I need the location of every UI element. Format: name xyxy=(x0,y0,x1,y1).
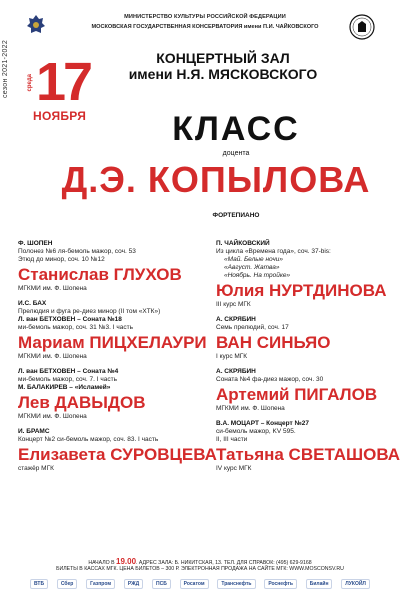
conservatory-logo-icon xyxy=(349,14,375,40)
work-line: Концерт №2 си-бемоль мажор, соч. 83. I часть xyxy=(18,436,159,443)
composer-line: П. ЧАЙКОВСКИЙ xyxy=(216,240,270,247)
composer-line: Л. ван БЕТХОВЕН – Соната №4 xyxy=(18,368,119,375)
program-left-column xyxy=(18,240,217,480)
performer-affiliation: стажёр МГК xyxy=(18,465,54,472)
sponsor-logo: Газпром xyxy=(86,579,115,589)
sponsor-logo: Росатом xyxy=(180,579,209,589)
program-item xyxy=(18,300,207,361)
composer-line: М. БАЛАКИРЕВ – «Исламей» xyxy=(18,384,111,391)
program-item xyxy=(18,368,198,421)
sponsor-logo: ПСБ xyxy=(152,579,171,589)
work-line: Соната №4 фа-диез мажор, соч. 30 xyxy=(216,376,324,383)
program-item xyxy=(216,240,396,309)
date-month: НОЯБРЯ xyxy=(33,109,87,123)
sponsor-logo: Билайн xyxy=(306,579,333,589)
ministry-emblem-icon xyxy=(26,14,46,36)
performer-affiliation: МГКМИ им. Ф. Шопена xyxy=(18,285,87,292)
composer-line: А. СКРЯБИН xyxy=(216,316,256,323)
footer-start-prefix: НАЧАЛО В xyxy=(88,560,115,566)
sponsor-logo: ЛУКОЙЛ xyxy=(341,579,370,589)
footer-address: . АДРЕС ЗАЛА: Б. НИКИТСКАЯ, 13. ТЕЛ. ДЛЯ СПРАВОК: (495) 629-9168 xyxy=(136,560,312,566)
date-day: 17 xyxy=(36,52,91,112)
work-line: Полонез №6 ля-бемоль мажор, соч. 53 xyxy=(18,248,136,255)
composer-line: Л. ван БЕТХОВЕН – Соната №18 xyxy=(18,316,122,323)
work-line: Прелюдия и фуга ре-диез минор (II том «ХТК») xyxy=(18,308,161,315)
program-item xyxy=(18,428,217,473)
work-line: «Май. Белые ночи» xyxy=(224,256,283,263)
performer-name: Татьяна СВЕТАШОВА xyxy=(216,445,400,464)
work-line: си-бемоль мажор, KV 595. xyxy=(216,428,296,435)
performer-name: Юлия НУРТДИНОВА xyxy=(216,281,387,300)
hall-name: КОНЦЕРТНЫЙ ЗАЛ xyxy=(156,50,290,66)
program-right-column xyxy=(216,240,400,480)
work-line: Из цикла «Времена года», соч. 37-bis: xyxy=(216,248,331,255)
hall-dedication: имени Н.Я. МЯСКОВСКОГО xyxy=(128,66,318,82)
program-item xyxy=(216,316,396,361)
sponsor-logo: Сбер xyxy=(57,579,77,589)
composer-line: Ф. ШОПЕН xyxy=(18,240,53,247)
sponsor-logo: РЖД xyxy=(124,579,143,589)
sponsor-logos xyxy=(30,577,370,591)
performer-affiliation: МГКМИ им. Ф. Шопена xyxy=(18,353,87,360)
performer-affiliation: IV курс МГК xyxy=(216,465,252,472)
sponsor-logo: Транснефть xyxy=(217,579,255,589)
performer-name: Станислав ГЛУХОВ xyxy=(18,265,182,284)
program-item xyxy=(18,240,198,293)
sponsor-logo: Роснефть xyxy=(264,579,297,589)
performer-name: Елизавета СУРОВЦЕВА xyxy=(18,445,217,464)
program-item xyxy=(216,420,400,473)
work-line: Этюд до минор, соч. 10 №12 xyxy=(18,256,105,263)
work-line: Семь прелюдий, соч. 17 xyxy=(216,324,289,331)
performer-name: Артемий ПИГАЛОВ xyxy=(216,385,378,404)
date-weekday: среда xyxy=(27,74,33,92)
teacher-name: Д.Э. КОПЫЛОВА xyxy=(61,159,371,200)
ministry-title: МИНИСТЕРСТВО КУЛЬТУРЫ РОССИЙСКОЙ ФЕДЕРАЦИИ xyxy=(124,14,286,20)
performer-affiliation: III курс МГК xyxy=(216,301,251,308)
work-line: «Август. Жатва» xyxy=(224,264,280,271)
class-heading: КЛАСС xyxy=(172,110,300,148)
footer-tickets: БИЛЕТЫ В КАССАХ МГК. ЦЕНА БИЛЕТОВ – 300 Р. ЭЛЕКТРОННАЯ ПРОДАЖА НА САЙТЕ МГК: WWW.MOSCONSV.RU xyxy=(56,566,344,572)
work-line: «Ноябрь. На тройке» xyxy=(224,272,291,279)
performer-name: ВАН СИНЬЯО xyxy=(216,333,331,352)
work-line: ми-бемоль мажор, соч. 7. I часть xyxy=(18,376,117,383)
composer-line: И. БРАМС xyxy=(18,428,50,435)
instrument-label: ФОРТЕПИАНО xyxy=(212,212,260,219)
program-item xyxy=(216,368,396,413)
composer-line: И.С. БАХ xyxy=(18,300,47,307)
work-line: ми-бемоль мажор, соч. 31 №3. I часть xyxy=(18,324,133,331)
performer-affiliation: МГКМИ им. Ф. Шопена xyxy=(216,405,285,412)
performer-affiliation: МГКМИ им. Ф. Шопена xyxy=(18,413,87,420)
sponsor-logo: ВТБ xyxy=(30,579,48,589)
composer-line: В.А. МОЦАРТ – Концерт №27 xyxy=(216,420,309,427)
footer-schedule xyxy=(40,557,360,566)
performer-name: Мариам ПИЦХЕЛАУРИ xyxy=(18,333,207,352)
conservatory-title: МОСКОВСКАЯ ГОСУДАРСТВЕННАЯ КОНСЕРВАТОРИЯ имени П.И. ЧАЙКОВСКОГО xyxy=(91,24,319,30)
performer-name: Лев ДАВЫДОВ xyxy=(18,393,146,412)
footer-start-time: 19.00 xyxy=(116,557,137,566)
work-line: II, III части xyxy=(216,436,248,443)
composer-line: А. СКРЯБИН xyxy=(216,368,256,375)
teacher-rank: доцента xyxy=(222,150,250,157)
performer-affiliation: I курс МГК xyxy=(216,353,248,360)
season-label: сезон 2021-2022 xyxy=(2,39,9,98)
